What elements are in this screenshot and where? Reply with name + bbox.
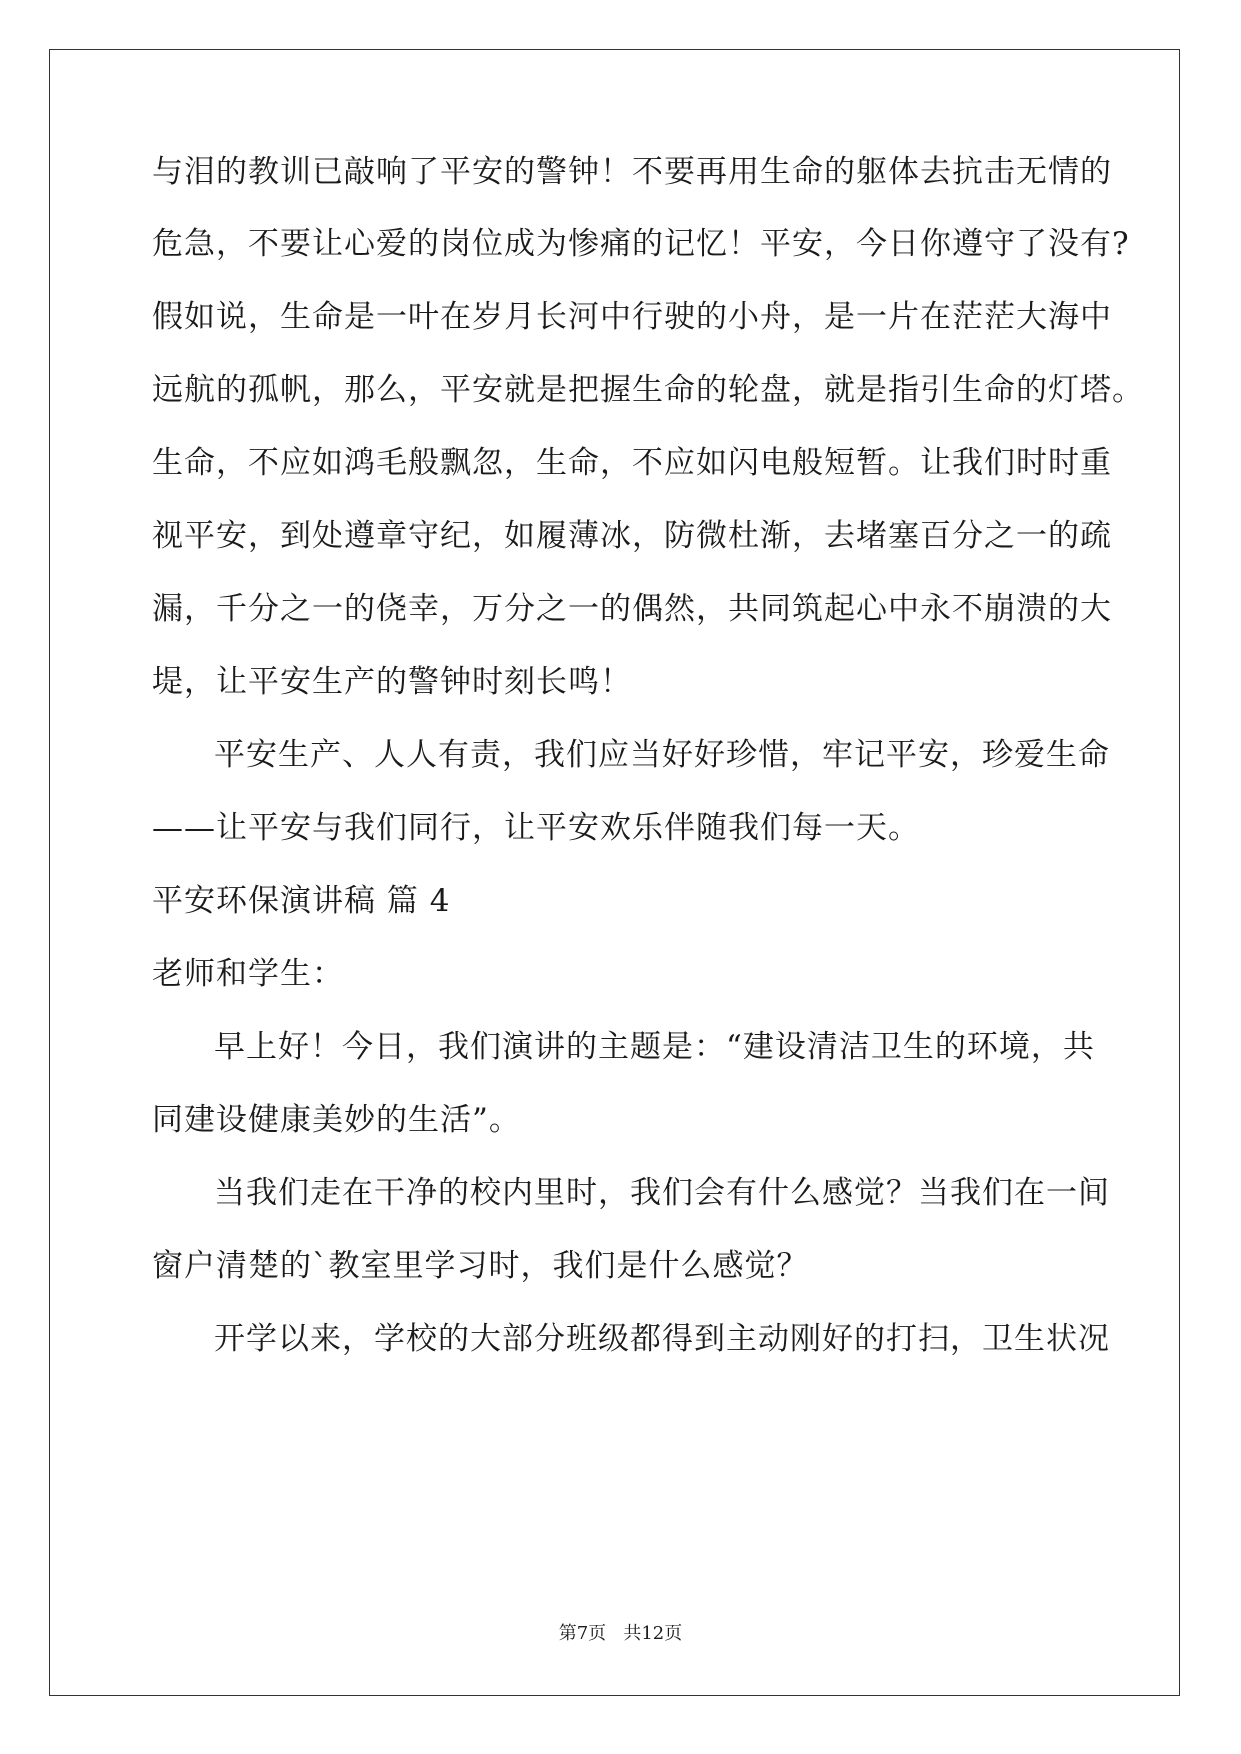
paragraph-line: 开学以来，学校的大部分班级都得到主动刚好的打扫，卫生状况 bbox=[214, 1321, 1110, 1357]
paragraph-line: 窗户清楚的`教室里学习时，我们是什么感觉？ bbox=[152, 1248, 809, 1284]
paragraph-line: 平安生产、人人有责，我们应当好好珍惜，牢记平安，珍爱生命 bbox=[214, 737, 1110, 773]
paragraph-line: 假如说，生命是一叶在岁月长河中行驶的小舟，是一片在茫茫大海中 bbox=[152, 299, 1112, 335]
paragraph-line: 远航的孤帆，那么，平安就是把握生命的轮盘，就是指引生命的灯塔。 bbox=[152, 372, 1144, 408]
page-number-footer: 第7页 共12页 bbox=[558, 1623, 683, 1644]
paragraph-line: 早上好！今日，我们演讲的主题是：“建设清洁卫生的环境，共 bbox=[214, 1029, 1095, 1065]
paragraph-line: 漏，千分之一的侥幸，万分之一的偶然，共同筑起心中永不崩溃的大 bbox=[152, 591, 1112, 627]
section-heading: 平安环保演讲稿 篇 4 bbox=[152, 883, 451, 919]
paragraph-line: 当我们走在干净的校内里时，我们会有什么感觉？当我们在一间 bbox=[214, 1175, 1110, 1211]
paragraph-line: ——让平安与我们同行，让平安欢乐伴随我们每一天。 bbox=[152, 810, 920, 846]
paragraph-line: 与泪的教训已敲响了平安的警钟！不要再用生命的躯体去抗击无情的 bbox=[152, 154, 1112, 190]
paragraph-line: 视平安，到处遵章守纪，如履薄冰，防微杜渐，去堵塞百分之一的疏 bbox=[152, 518, 1112, 554]
paragraph-line: 危急，不要让心爱的岗位成为惨痛的记忆！平安，今日你遵守了没有? bbox=[152, 226, 1130, 262]
paragraph-line: 生命，不应如鸿毛般飘忽，生命，不应如闪电般短暂。让我们时时重 bbox=[152, 445, 1112, 481]
paragraph-line: 堤，让平安生产的警钟时刻长鸣！ bbox=[152, 664, 632, 700]
salutation: 老师和学生： bbox=[152, 956, 344, 992]
paragraph-line: 同建设健康美妙的生活”。 bbox=[152, 1102, 521, 1138]
